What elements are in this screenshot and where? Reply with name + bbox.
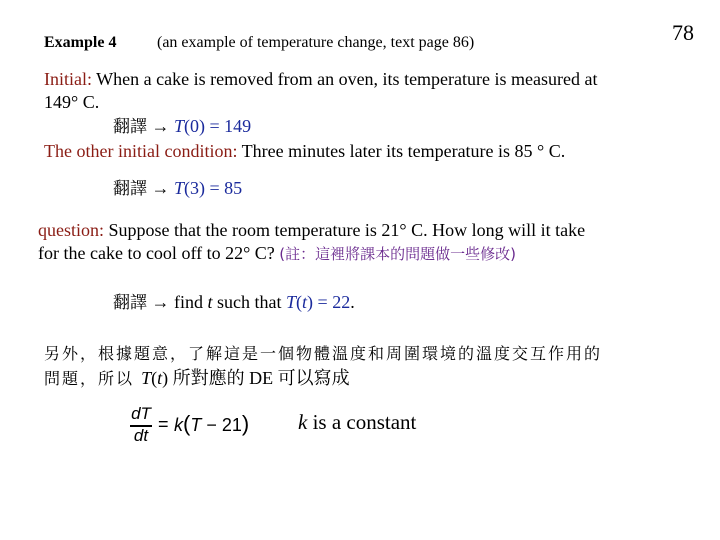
question-translation-row	[113, 288, 355, 313]
initial-eq-value: (0) = 149	[184, 116, 252, 136]
eq-numerator: dT	[131, 404, 151, 423]
differential-equation	[128, 404, 268, 450]
question-label: question:	[38, 220, 104, 240]
other-condition-text: Three minutes later its temperature is 85 ° C.	[237, 141, 566, 161]
eq-denominator: dt	[133, 426, 149, 445]
question-text-2: for the cake to cool off to 22° C?	[38, 243, 280, 263]
eq-paren-close: )	[241, 411, 250, 436]
eq-paren-open: (	[183, 411, 191, 436]
find-var-t: t	[207, 292, 213, 312]
right-arrow-icon: →	[151, 116, 170, 136]
other-eq-value: (3) = 85	[184, 178, 243, 198]
question-note: (註：這裡將課本的問題做一些修改)	[279, 245, 517, 263]
right-arrow-icon: →	[151, 178, 170, 198]
right-arrow-icon: →	[151, 292, 170, 312]
model-text-b: (	[151, 368, 158, 388]
find-text-b: such that	[212, 292, 287, 312]
initial-eq-T: T	[174, 116, 185, 136]
other-eq-T: T	[174, 178, 185, 198]
constant-text: is a constant	[307, 410, 417, 434]
constant-note	[298, 410, 416, 435]
other-condition-line	[44, 141, 565, 162]
initial-translation-row	[113, 112, 251, 137]
translate-label: 翻譯	[113, 293, 147, 313]
other-translation-row	[113, 174, 242, 199]
find-text-e: .	[350, 292, 355, 312]
initial-line-1	[44, 69, 597, 90]
model-text-c: ) 所對應的 DE 可以寫成	[162, 368, 350, 388]
constant-k: k	[298, 410, 308, 434]
question-line-1	[38, 220, 585, 241]
eq-T: T	[190, 415, 202, 435]
other-condition-label: The other initial condition:	[44, 141, 238, 161]
question-text: Suppose that the room temperature is 21° C. How long will it take	[104, 220, 586, 240]
eq-rhs	[174, 411, 249, 437]
model-line-1: 另外，根據題意，了解這是一個物體溫度和周圍環境的溫度交互作用的	[44, 344, 603, 363]
example-description: (an example of temperature change, text page 86)	[157, 34, 475, 51]
translate-label: 翻譯	[113, 117, 147, 137]
example-label: Example 4	[44, 34, 117, 51]
model-text-a: 問題，所以	[44, 369, 142, 388]
eq-k: k	[174, 415, 183, 435]
question-line-2	[38, 243, 516, 264]
model-line-2	[44, 364, 350, 390]
model-var-t: t	[157, 368, 163, 388]
initial-text: When a cake is removed from an oven, its temperature is measured at	[92, 69, 598, 89]
initial-label: Initial:	[44, 69, 92, 89]
initial-line-2: 149° C.	[44, 92, 100, 112]
find-text-a: find	[169, 292, 208, 312]
eq-minus-21: − 21	[201, 415, 242, 435]
model-var-T: T	[141, 368, 152, 388]
find-var-T: T	[286, 292, 297, 312]
find-text-c: (	[296, 292, 303, 312]
find-text-d: ) = 22	[307, 292, 351, 312]
find-var-t2: t	[302, 292, 308, 312]
page-number: 78	[672, 20, 694, 45]
eq-equals: =	[158, 414, 169, 434]
translate-label: 翻譯	[113, 179, 147, 199]
